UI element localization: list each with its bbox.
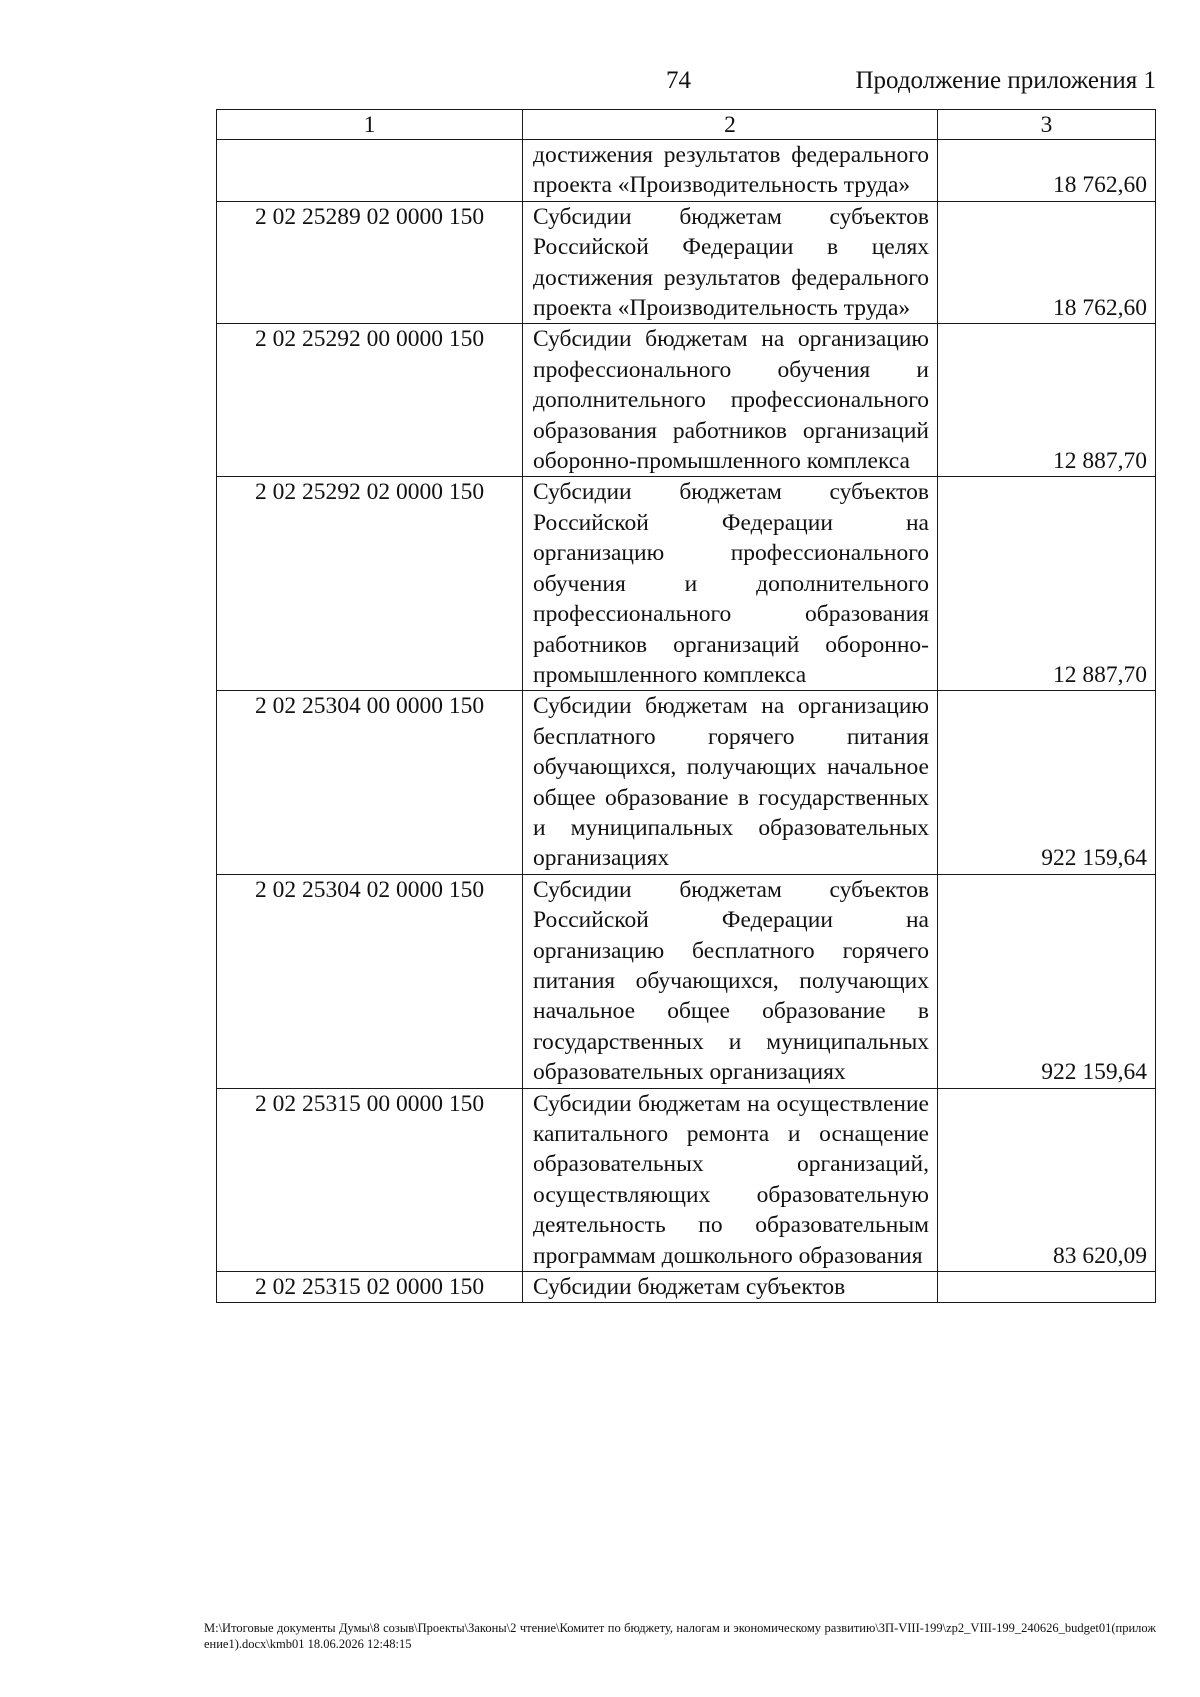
row-amount: 922 159,64 <box>938 874 1156 1088</box>
row-amount: 83 620,09 <box>938 1088 1156 1271</box>
row-name: Субсидии бюджетам субъектов Российской Федерации на организацию профессионального обучения и дополнительного профессионального образования работников организаций оборонно-промышленного комплекса <box>523 477 938 691</box>
column-header-name: 2 <box>523 110 938 140</box>
row-name: Субсидии бюджетам на осуществление капитального ремонта и оснащение образовательных организаций, осуществляющих образовательную деятельность по образовательным программам дошкольного образования <box>523 1088 938 1271</box>
column-header-code: 1 <box>217 110 523 140</box>
page-number: 74 <box>666 67 691 94</box>
row-name: Субсидии бюджетам субъектов Российской Федерации на организацию бесплатного горячего питания обучающихся, получающих начальное общее образование в государственных и муниципальных образовательных организациях <box>523 874 938 1088</box>
row-amount: 18 762,60 <box>938 201 1156 324</box>
table-row <box>217 477 1156 691</box>
row-amount: 12 887,70 <box>938 324 1156 477</box>
row-name: Субсидии бюджетам субъектов Российской Федерации в целях достижения результатов федерального проекта «Производительность труда» <box>523 201 938 324</box>
table-row <box>217 201 1156 324</box>
row-amount: 12 887,70 <box>938 477 1156 691</box>
row-name: Субсидии бюджетам на организацию профессионального обучения и дополнительного профессионального образования работников организаций оборонно-промышленного комплекса <box>523 324 938 477</box>
row-amount: 922 159,64 <box>938 691 1156 874</box>
appendix-label: Продолжение приложения 1 <box>855 67 1156 94</box>
row-code: 2 02 25304 00 0000 150 <box>217 691 523 874</box>
table-row <box>217 691 1156 874</box>
row-amount: 18 762,60 <box>938 140 1156 202</box>
row-code: 2 02 25315 02 0000 150 <box>217 1272 523 1303</box>
table-header-row <box>217 110 1156 140</box>
table-row <box>217 1088 1156 1271</box>
table-row <box>217 874 1156 1088</box>
row-name: Субсидии бюджетам на организацию бесплатного горячего питания обучающихся, получающих начальное общее образование в государственных и муниципальных образовательных организациях <box>523 691 938 874</box>
column-header-amount: 3 <box>938 110 1156 140</box>
row-code: 2 02 25315 00 0000 150 <box>217 1088 523 1271</box>
document-file-path: M:\Итоговые документы Думы\8 созыв\Проекты\Законы\2 чтение\Комитет по бюджету, налогам и экономическому развитию\ЗП-VIII-199\zp2_VIII-199_240626_budget01(приложение1).docx\kmb01 18.06.2026 12:48:15 <box>204 1621 1156 1651</box>
table-row <box>217 1272 1156 1303</box>
row-name: Субсидии бюджетам субъектов <box>523 1272 938 1303</box>
row-name: достижения результатов федерального проекта «Производительность труда» <box>523 140 938 202</box>
row-code: 2 02 25304 02 0000 150 <box>217 874 523 1088</box>
row-amount <box>938 1272 1156 1303</box>
row-code: 2 02 25292 00 0000 150 <box>217 324 523 477</box>
table-row <box>217 324 1156 477</box>
row-code: 2 02 25289 02 0000 150 <box>217 201 523 324</box>
table-row <box>217 140 1156 202</box>
budget-revenue-table <box>216 109 1156 1303</box>
row-code <box>217 140 523 202</box>
row-code: 2 02 25292 02 0000 150 <box>217 477 523 691</box>
